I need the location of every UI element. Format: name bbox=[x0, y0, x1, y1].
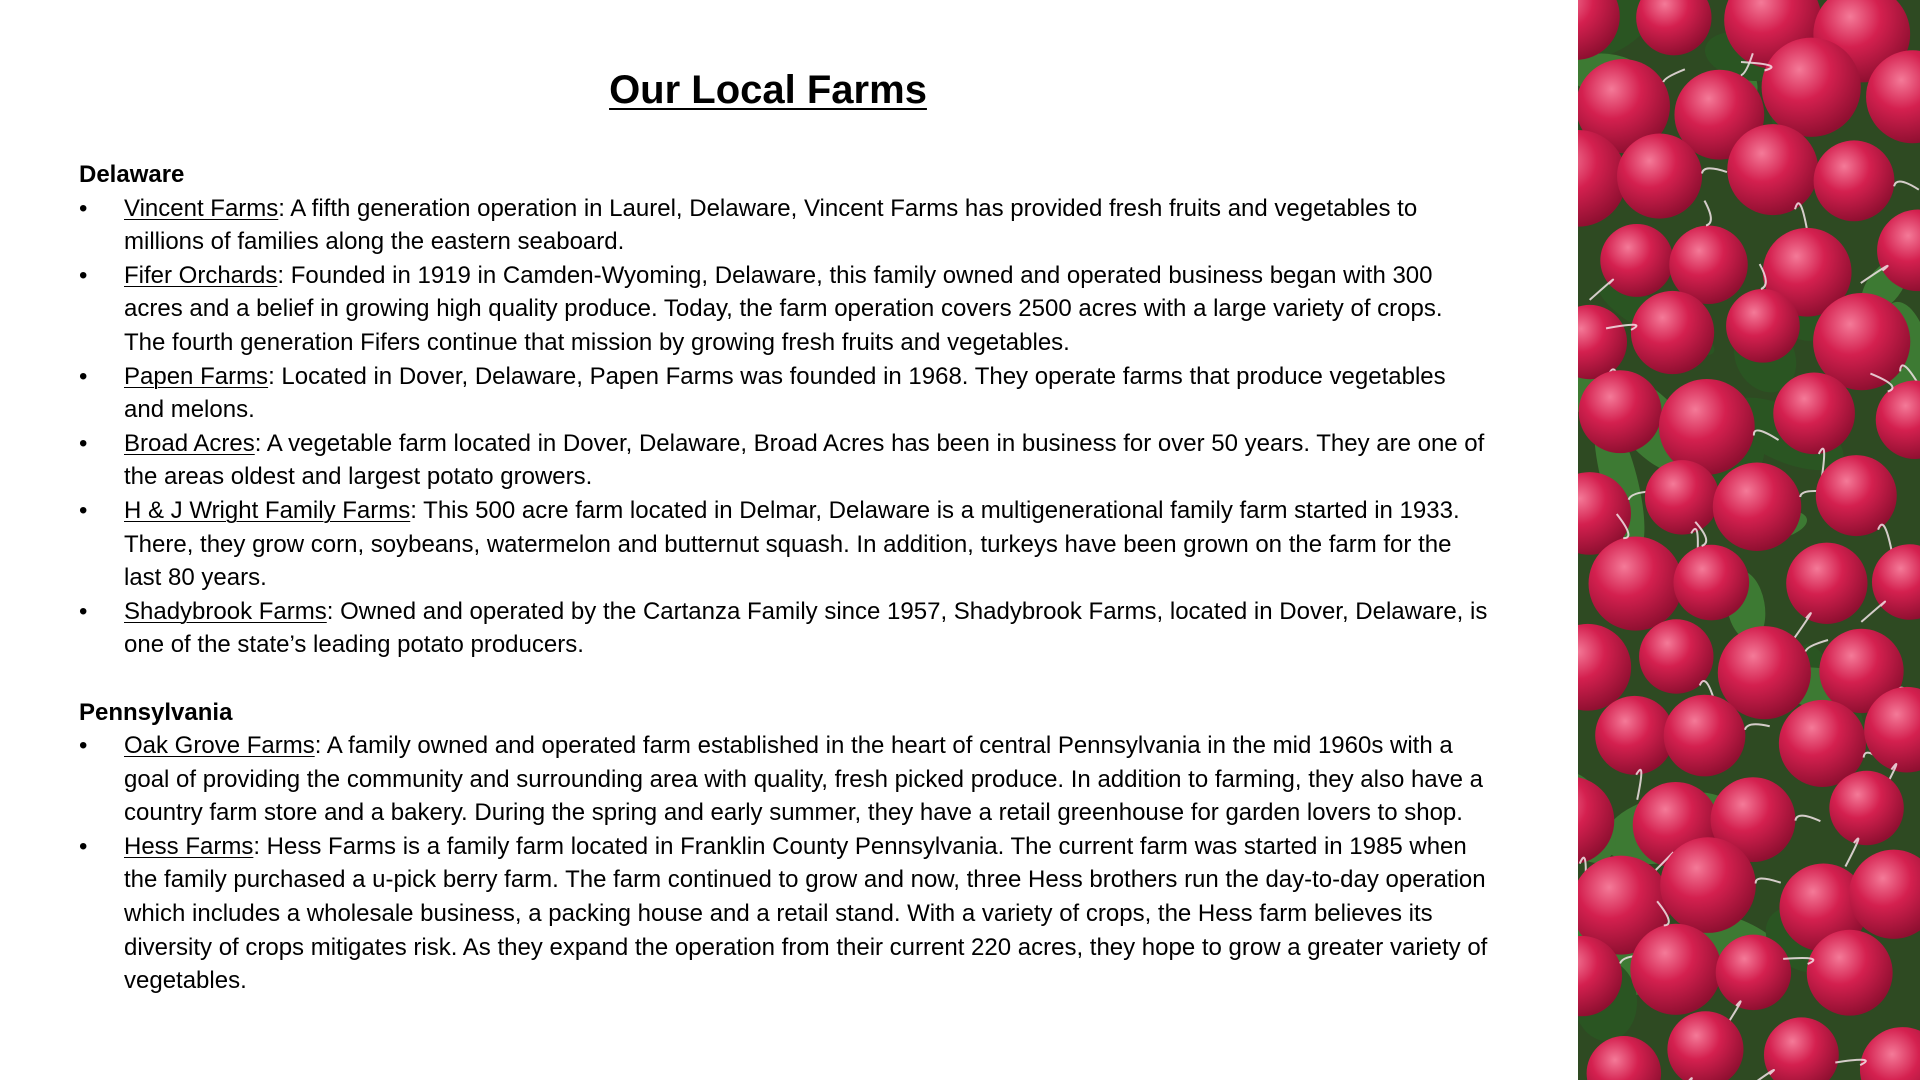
farm-item-fifer-orchards bbox=[79, 259, 1489, 360]
farm-description: : Owned and operated by the Cartanza Family since 1957, Shadybrook Farms, located in Dover, Delaware, is one of the state’s leading potato producers. bbox=[124, 597, 1488, 659]
bullet-icon: • bbox=[79, 429, 88, 457]
slide-title: Our Local Farms bbox=[609, 68, 927, 112]
farm-description: : Founded in 1919 in Camden-Wyoming, Delaware, this family owned and operated business began with 300 acres and a belief in growing high quality produce. Today, the farm operation covers 2500 acres with a large variety of crops. The fourth generation Fifers continue that mission by growing fresh fruits and vegetables. bbox=[124, 261, 1443, 356]
farm-list bbox=[79, 192, 1489, 662]
farm-description: : Located in Dover, Delaware, Papen Farms was founded in 1968. They operate farms that produce vegetables and melons. bbox=[124, 362, 1446, 424]
bullet-icon: • bbox=[79, 832, 88, 860]
bullet-icon: • bbox=[79, 496, 88, 524]
farm-item-hess-farms bbox=[79, 830, 1489, 998]
farm-description: : This 500 acre farm located in Delmar, Delaware is a multigenerational family farm started in 1933. There, they grow corn, soybeans, watermelon and butternut squash. In addition, turkeys have been grown on the farm for the last 80 years. bbox=[124, 496, 1460, 592]
slide-body bbox=[79, 158, 1489, 998]
farm-item-broad-acres bbox=[79, 427, 1489, 494]
farm-name: Papen Farms bbox=[124, 362, 269, 390]
farm-item-papen-farms bbox=[79, 360, 1489, 427]
farm-item-oak-grove-farms bbox=[79, 729, 1489, 830]
section-heading: Delaware bbox=[79, 161, 185, 188]
farm-item-hj-wright-family-farms bbox=[79, 494, 1489, 595]
section-pennsylvania bbox=[79, 696, 1489, 998]
section-delaware bbox=[79, 158, 1489, 662]
radishes-illustration bbox=[1578, 0, 1920, 1080]
bullet-icon: • bbox=[79, 732, 88, 760]
farm-item-vincent-farms bbox=[79, 192, 1489, 259]
radishes-photo bbox=[1578, 0, 1920, 1080]
farm-name: Oak Grove Farms bbox=[124, 732, 315, 760]
bullet-icon: • bbox=[79, 194, 88, 222]
bullet-icon: • bbox=[79, 597, 88, 625]
bullet-icon: • bbox=[79, 261, 88, 289]
farm-description: : A vegetable farm located in Dover, Delaware, Broad Acres has been in business for over 50 years. They are one of the areas oldest and largest potato growers. bbox=[124, 429, 1485, 491]
farm-name: Fifer Orchards bbox=[124, 261, 278, 289]
farm-name: Shadybrook Farms bbox=[124, 597, 327, 625]
farm-description: : A family owned and operated farm established in the heart of central Pennsylvania in the mid 1960s with a goal of providing the community and surrounding area with quality, fresh picked produce. In addition to farming, they also have a country farm store and a bakery. During the spring and early summer, they have a retail greenhouse for garden lovers to shop. bbox=[124, 732, 1484, 827]
farm-name: Vincent Farms bbox=[124, 194, 279, 222]
farm-item-shadybrook-farms bbox=[79, 595, 1489, 662]
farm-name: Hess Farms bbox=[124, 832, 254, 860]
farm-description: : Hess Farms is a family farm located in Franklin County Pennsylvania. The current farm was started in 1985 when the family purchased a u-pick berry farm. The farm continued to grow and now, three Hess brothers run the day-to-day operation which includes a wholesale business, a packing house and a retail stand. With a variety of crops, the Hess farm believes its diversity of crops mitigates risk. As they expand the operation from their current 220 acres, they hope to grow a greater variety of vegetables. bbox=[124, 832, 1488, 995]
farm-description: : A fifth generation operation in Laurel, Delaware, Vincent Farms has provided fresh fruits and vegetables to millions of families along the eastern seaboard. bbox=[124, 194, 1418, 256]
farm-list bbox=[79, 729, 1489, 998]
farm-name: H & J Wright Family Farms bbox=[124, 496, 411, 524]
section-spacer bbox=[79, 662, 1489, 696]
slide-content bbox=[79, 0, 1489, 1080]
section-heading: Pennsylvania bbox=[79, 698, 233, 726]
farm-name: Broad Acres bbox=[124, 429, 255, 457]
bullet-icon: • bbox=[79, 362, 88, 390]
